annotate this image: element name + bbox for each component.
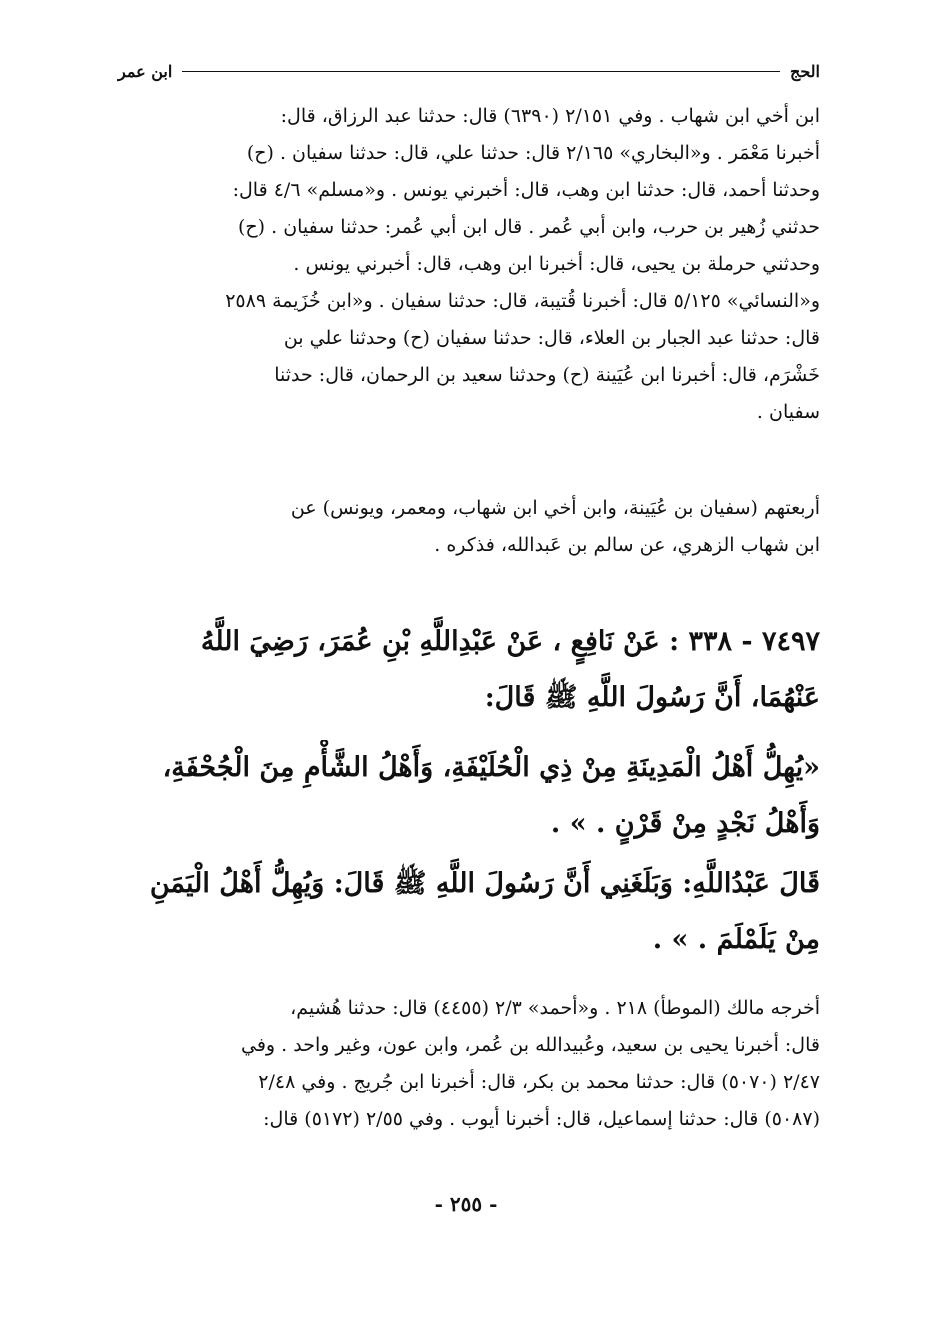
footnote-takhrij-2 [118, 490, 820, 564]
text-line: وحدثني حرملة بن يحيى، قال: أخبرنا ابن وهب، قال: أخبرني يونس . [293, 253, 820, 275]
text-line: ابن أخي ابن شهاب . وفي ٢/١٥١ (٦٣٩٠) قال: حدثنا عبد الرزاق، قال: [280, 105, 820, 127]
text-line: وَأَهْلُ نَجْدٍ مِنْ قَرْنٍ . » . [550, 808, 820, 839]
text-line: مِنْ يَلَمْلَمَ . » . [652, 924, 820, 955]
text-line: وحدثنا أحمد، قال: حدثنا ابن وهب، قال: أخبرني يونس . و«مسلم» ٤/٦ قال: [232, 179, 820, 201]
hadith-matn [118, 740, 820, 852]
hadith-isnad [118, 614, 820, 726]
footnote-takhrij-1 [118, 98, 820, 431]
footnote-takhrij-3 [118, 990, 820, 1138]
header-chapter: الحج [790, 61, 820, 81]
page-number: - ٢٥٥ - [434, 1192, 498, 1216]
running-header [118, 58, 820, 84]
text-line: و«النسائي» ٥/١٢٥ قال: أخبرنا قُتيبة، قال: حدثنا سفيان . و«ابن خُزَيمة ٢٥٨٩ [225, 290, 820, 312]
header-rule [182, 71, 780, 72]
text-line: ٧٤٩٧ - ٣٣٨ : عَنْ نَافِعٍ ، عَنْ عَبْدِاللَّهِ بْنِ عُمَرَ، رَضِيَ اللَّهُ [200, 626, 820, 657]
text-line: أربعتهم (سفيان بن عُيَينة، وابن أخي ابن شهاب، ومعمر، ويونس) عن [290, 497, 820, 519]
text-line: قَالَ عَبْدُاللَّهِ: وَبَلَغَنِي أَنَّ رَسُولَ اللَّهِ ﷺ قَالَ: وَيُهِلُّ أَهْلُ الْيَمَنِ [149, 868, 820, 899]
header-narrator: ابن عمر [118, 61, 173, 81]
text-line: خَشْرَم، قال: أخبرنا ابن عُيَينة (ح) وحدثنا سعيد بن الرحمان، قال: حدثنا [274, 364, 820, 386]
text-line: أخبرنا مَعْمَر . و«البخاري» ٢/١٦٥ قال: حدثنا علي، قال: حدثنا سفيان . (ح) [246, 142, 820, 164]
hadith-addition [118, 856, 820, 968]
text-line: حدثني زُهير بن حرب، وابن أبي عُمر . قال ابن أبي عُمر: حدثنا سفيان . (ح) [237, 216, 820, 238]
text-line: قال: حدثنا عبد الجبار بن العلاء، قال: حدثنا سفيان (ح) وحدثنا علي بن [283, 327, 820, 349]
text-line: قال: أخبرنا يحيى بن سعيد، وعُبيدالله بن عُمر، وابن عون، وغير واحد . وفي [241, 1034, 820, 1056]
text-line: أخرجه مالك (الموطأ) ٢١٨ . و«أحمد» ٢/٣ (٤٤٥٥) قال: حدثنا هُشيم، [290, 997, 820, 1019]
text-line: (٥٠٨٧) قال: حدثنا إسماعيل، قال: أخبرنا أيوب . وفي ٢/٥٥ (٥١٧٢) قال: [263, 1108, 820, 1130]
text-line: عَنْهُمَا، أَنَّ رَسُولَ اللَّهِ ﷺ قَالَ: [484, 682, 820, 713]
text-line: ٢/٤٧ (٥٠٧٠) قال: حدثنا محمد بن بكر، قال: أخبرنا ابن جُريج . وفي ٢/٤٨ [258, 1071, 820, 1093]
text-line: ابن شهاب الزهري، عن سالم بن عَبدالله، فذكره . [434, 534, 820, 556]
text-line: «يُهِلُّ أَهْلُ الْمَدِينَةِ مِنْ ذِي الْحُلَيْفَةِ، وَأَهْلُ الشَّأْمِ مِنَ الْجُحْفَةِ، [162, 752, 820, 783]
text-line: سفيان . [756, 401, 820, 423]
